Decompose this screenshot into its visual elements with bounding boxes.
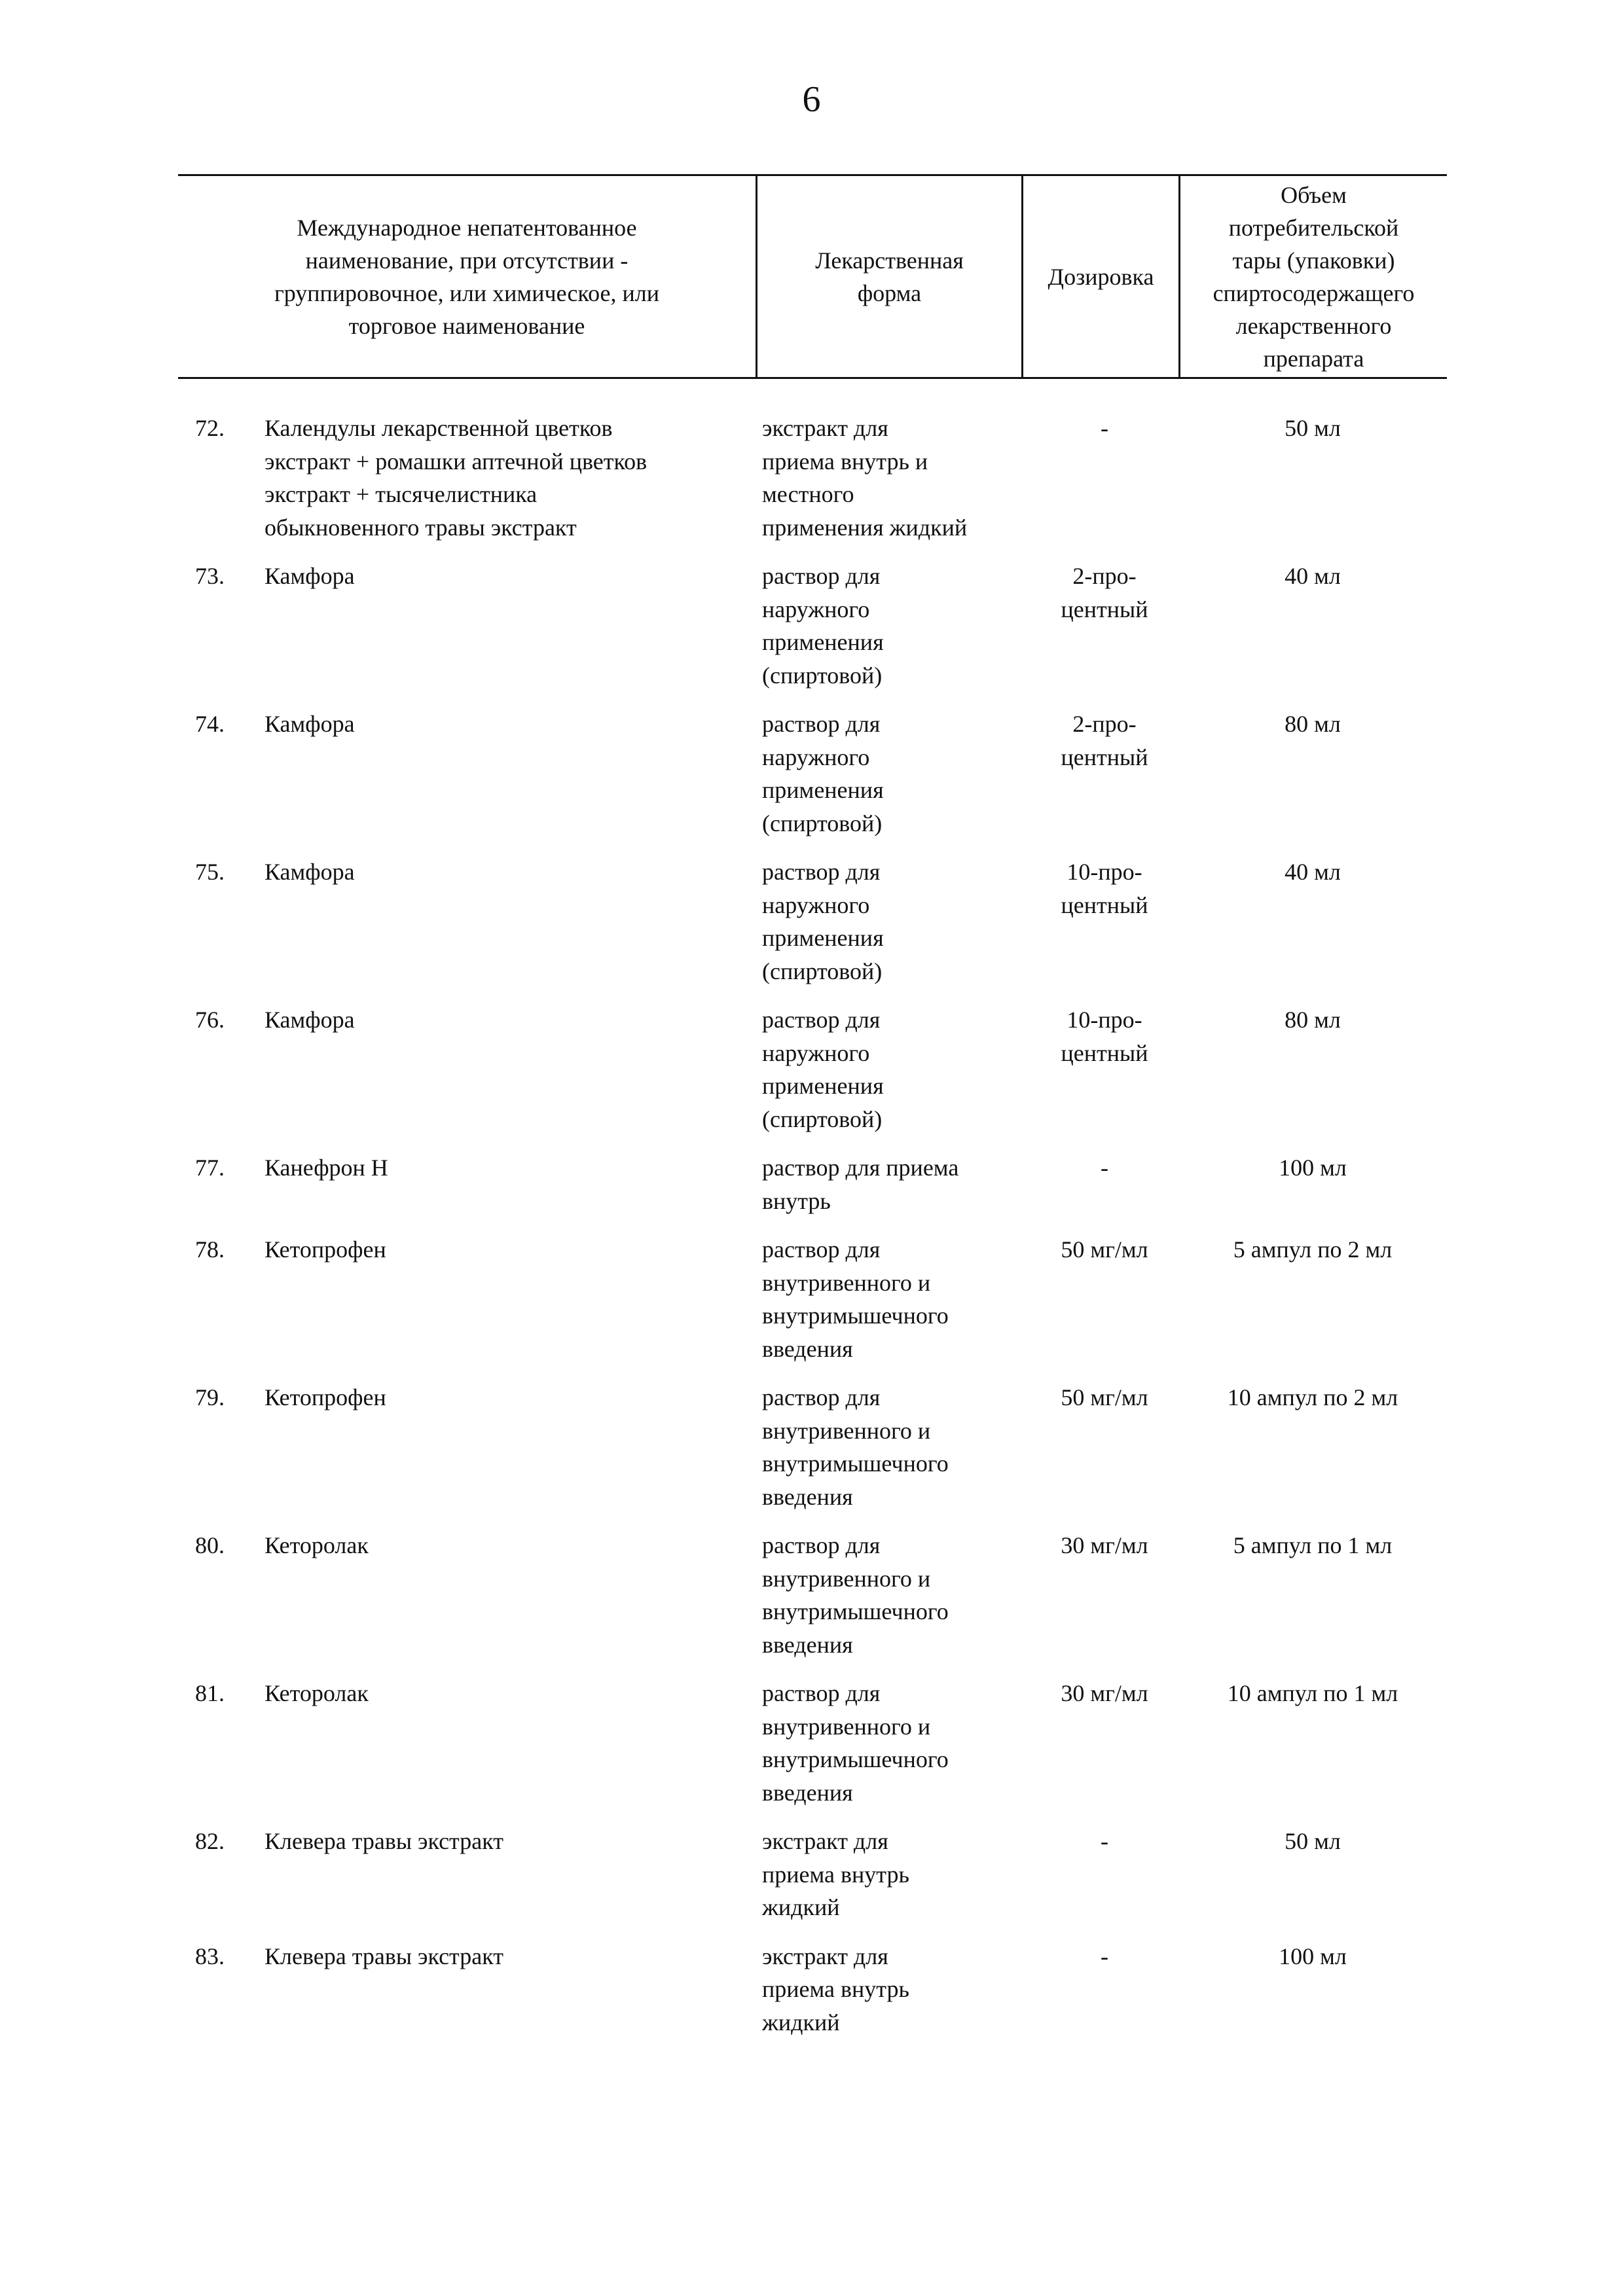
- row-number: 74.: [195, 711, 225, 737]
- row-form: раствор для наружного применения (спиртовой): [762, 711, 884, 836]
- header-dose: Дозировка: [1048, 263, 1154, 290]
- row-form: экстракт для приема внутрь жидкий: [762, 1943, 909, 2036]
- row-name: Клевера травы экстракт: [264, 1943, 503, 1969]
- header-form: Лекарственная форма: [815, 247, 964, 306]
- row-volume: 40 мл: [1285, 563, 1341, 589]
- row-name: Клевера травы экстракт: [264, 1828, 503, 1854]
- row-volume: 50 мл: [1285, 1828, 1341, 1854]
- row-volume: 80 мл: [1285, 711, 1341, 737]
- row-number: 72.: [195, 415, 225, 441]
- row-volume: 80 мл: [1285, 1007, 1341, 1033]
- row-dose: 50 мг/мл: [1061, 1236, 1148, 1263]
- row-volume: 40 мл: [1285, 859, 1341, 885]
- row-form: раствор для внутривенного и внутримышечного введения: [762, 1532, 949, 1658]
- row-number: 81.: [195, 1680, 225, 1706]
- row-dose: -: [1101, 1155, 1108, 1181]
- row-dose: 10-про- центный: [1061, 859, 1148, 918]
- header-volume-cell: [1178, 176, 1447, 377]
- row-volume: 100 мл: [1279, 1155, 1347, 1181]
- row-form: раствор для внутривенного и внутримышечного введения: [762, 1680, 949, 1806]
- row-number: 78.: [195, 1236, 225, 1263]
- row-name: Канефрон Н: [264, 1155, 388, 1181]
- row-number: 80.: [195, 1532, 225, 1558]
- drug-table: [178, 174, 1447, 2054]
- row-form: раствор для наружного применения (спиртовой): [762, 563, 884, 689]
- row-name: Кеторолак: [264, 1680, 369, 1706]
- row-dose: 50 мг/мл: [1061, 1384, 1148, 1410]
- row-name: Кетопрофен: [264, 1384, 386, 1410]
- page-number: 6: [802, 79, 821, 120]
- row-form: раствор для внутривенного и внутримышечного введения: [762, 1236, 949, 1362]
- row-volume: 5 ампул по 2 мл: [1233, 1236, 1393, 1263]
- row-number: 77.: [195, 1155, 225, 1181]
- table-row: [178, 1825, 1447, 1940]
- header-name-cell: [178, 176, 756, 377]
- table-row: [178, 1529, 1447, 1677]
- row-volume: 5 ампул по 1 мл: [1233, 1532, 1393, 1558]
- row-form: экстракт для приема внутрь и местного применения жидкий: [762, 415, 968, 541]
- row-dose: -: [1101, 1828, 1108, 1854]
- row-dose: -: [1101, 1943, 1108, 1969]
- table-row: [178, 1381, 1447, 1529]
- table-row: [178, 1233, 1447, 1381]
- table-row: [178, 1003, 1447, 1151]
- table-row: [178, 1151, 1447, 1233]
- row-dose: 30 мг/мл: [1061, 1532, 1148, 1558]
- row-number: 76.: [195, 1007, 225, 1033]
- row-volume: 10 ампул по 2 мл: [1227, 1384, 1398, 1410]
- row-name: Камфора: [264, 563, 355, 589]
- row-name: Камфора: [264, 859, 355, 885]
- table-row: [178, 708, 1447, 855]
- row-dose: 2-про- центный: [1061, 563, 1148, 622]
- row-number: 79.: [195, 1384, 225, 1410]
- row-name: Кеторолак: [264, 1532, 369, 1558]
- row-dose: -: [1101, 415, 1108, 441]
- row-form: раствор для наружного применения (спиртовой): [762, 1007, 884, 1132]
- header-dose-cell: [1021, 176, 1178, 377]
- row-name: Кетопрофен: [264, 1236, 386, 1263]
- row-name: Камфора: [264, 711, 355, 737]
- row-volume: 100 мл: [1279, 1943, 1347, 1969]
- table-row: [178, 1677, 1447, 1825]
- table-row: [178, 855, 1447, 1003]
- row-form: раствор для приема внутрь: [762, 1155, 959, 1214]
- header-name: Международное непатентованное наименование, при отсутствии - группировочное, или химическое, или торговое наименование: [274, 214, 660, 339]
- row-form: раствор для наружного применения (спиртовой): [762, 859, 884, 984]
- table-row: [178, 412, 1447, 560]
- row-name: Календулы лекарственной цветков экстракт + ромашки аптечной цветков экстракт + тысячелистника обыкновенного травы экстракт: [264, 415, 647, 541]
- row-volume: 10 ампул по 1 мл: [1227, 1680, 1398, 1706]
- row-dose: 30 мг/мл: [1061, 1680, 1148, 1706]
- table-row: [178, 1940, 1447, 2055]
- row-dose: 10-про- центный: [1061, 1007, 1148, 1066]
- row-number: 83.: [195, 1943, 225, 1969]
- table-body: [178, 412, 1447, 2054]
- row-name: Камфора: [264, 1007, 355, 1033]
- row-number: 73.: [195, 563, 225, 589]
- row-volume: 50 мл: [1285, 415, 1341, 441]
- row-dose: 2-про- центный: [1061, 711, 1148, 770]
- row-number: 75.: [195, 859, 225, 885]
- table-row: [178, 560, 1447, 708]
- header-volume: Объем потребительской тары (упаковки) спиртосодержащего лекарственного препарата: [1213, 181, 1415, 372]
- table-header: [178, 174, 1447, 379]
- row-form: раствор для внутривенного и внутримышечного введения: [762, 1384, 949, 1510]
- row-form: экстракт для приема внутрь жидкий: [762, 1828, 909, 1920]
- header-form-cell: [756, 176, 1021, 377]
- row-number: 82.: [195, 1828, 225, 1854]
